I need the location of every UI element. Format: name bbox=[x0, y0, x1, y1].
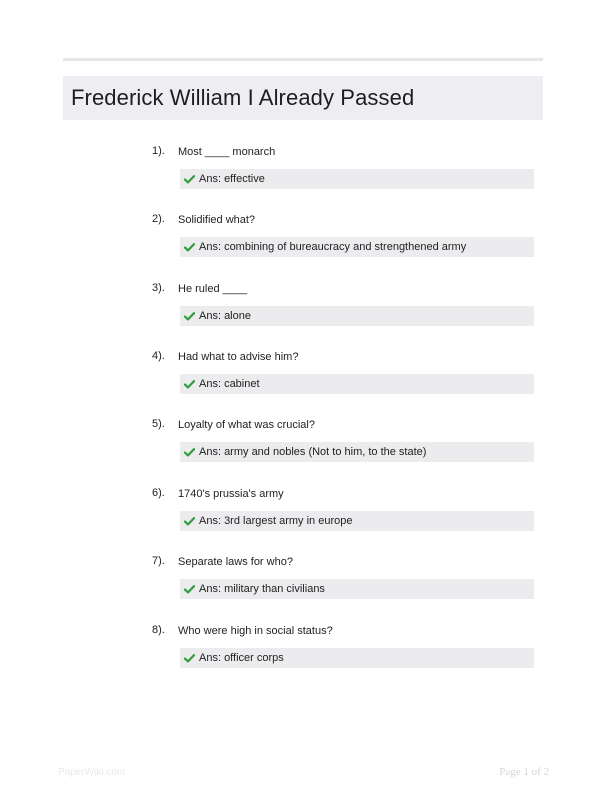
list-item bbox=[152, 213, 542, 273]
question-number: 1). bbox=[152, 145, 165, 157]
list-item bbox=[152, 624, 542, 684]
question-number: 3). bbox=[152, 282, 165, 294]
question-number: 4). bbox=[152, 350, 165, 362]
question-text: 1740's prussia's army bbox=[178, 488, 284, 500]
page-indicator: Page 1 of 2 bbox=[499, 766, 549, 778]
answer-box bbox=[180, 648, 534, 668]
answer-text: Ans: army and nobles (Not to him, to the state) bbox=[199, 446, 427, 458]
answer-text: Ans: combining of bureaucracy and strengthened army bbox=[199, 241, 467, 253]
question-number: 5). bbox=[152, 418, 165, 430]
check-icon bbox=[184, 243, 195, 252]
question-text: Had what to advise him? bbox=[178, 351, 299, 363]
check-icon bbox=[184, 585, 195, 594]
question-number: 6). bbox=[152, 487, 165, 499]
question-text: He ruled ____ bbox=[178, 283, 248, 295]
answer-text: Ans: cabinet bbox=[199, 378, 260, 390]
question-text: Loyalty of what was crucial? bbox=[178, 419, 315, 431]
answer-text: Ans: officer corps bbox=[199, 652, 284, 664]
title-bar bbox=[63, 76, 543, 120]
check-icon bbox=[184, 312, 195, 321]
answer-text: Ans: military than civilians bbox=[199, 583, 325, 595]
question-number: 7). bbox=[152, 555, 165, 567]
question-text: Solidified what? bbox=[178, 214, 256, 226]
question-text: Separate laws for who? bbox=[178, 556, 293, 568]
page-title: Frederick William I Already Passed bbox=[71, 85, 415, 110]
answer-box bbox=[180, 511, 534, 531]
answer-text: Ans: alone bbox=[199, 310, 251, 322]
question-number: 8). bbox=[152, 624, 165, 636]
list-item bbox=[152, 282, 542, 342]
question-text: Most ____ monarch bbox=[178, 146, 276, 158]
answer-text: Ans: 3rd largest army in europe bbox=[199, 515, 353, 527]
list-item bbox=[152, 145, 542, 205]
list-item bbox=[152, 555, 542, 615]
check-icon bbox=[184, 380, 195, 389]
list-item bbox=[152, 418, 542, 478]
footer-watermark: PaperWiki.com bbox=[58, 767, 126, 778]
answer-box bbox=[180, 169, 534, 189]
check-icon bbox=[184, 517, 195, 526]
answer-box bbox=[180, 579, 534, 599]
answer-text: Ans: effective bbox=[199, 173, 265, 185]
check-icon bbox=[184, 448, 195, 457]
top-divider bbox=[63, 58, 543, 61]
question-text: Who were high in social status? bbox=[178, 625, 333, 637]
answer-box bbox=[180, 306, 534, 326]
check-icon bbox=[184, 654, 195, 663]
question-number: 2). bbox=[152, 213, 165, 225]
list-item bbox=[152, 350, 542, 410]
answer-box bbox=[180, 374, 534, 394]
answer-box bbox=[180, 237, 534, 257]
list-item bbox=[152, 487, 542, 547]
check-icon bbox=[184, 175, 195, 184]
answer-box bbox=[180, 442, 534, 462]
